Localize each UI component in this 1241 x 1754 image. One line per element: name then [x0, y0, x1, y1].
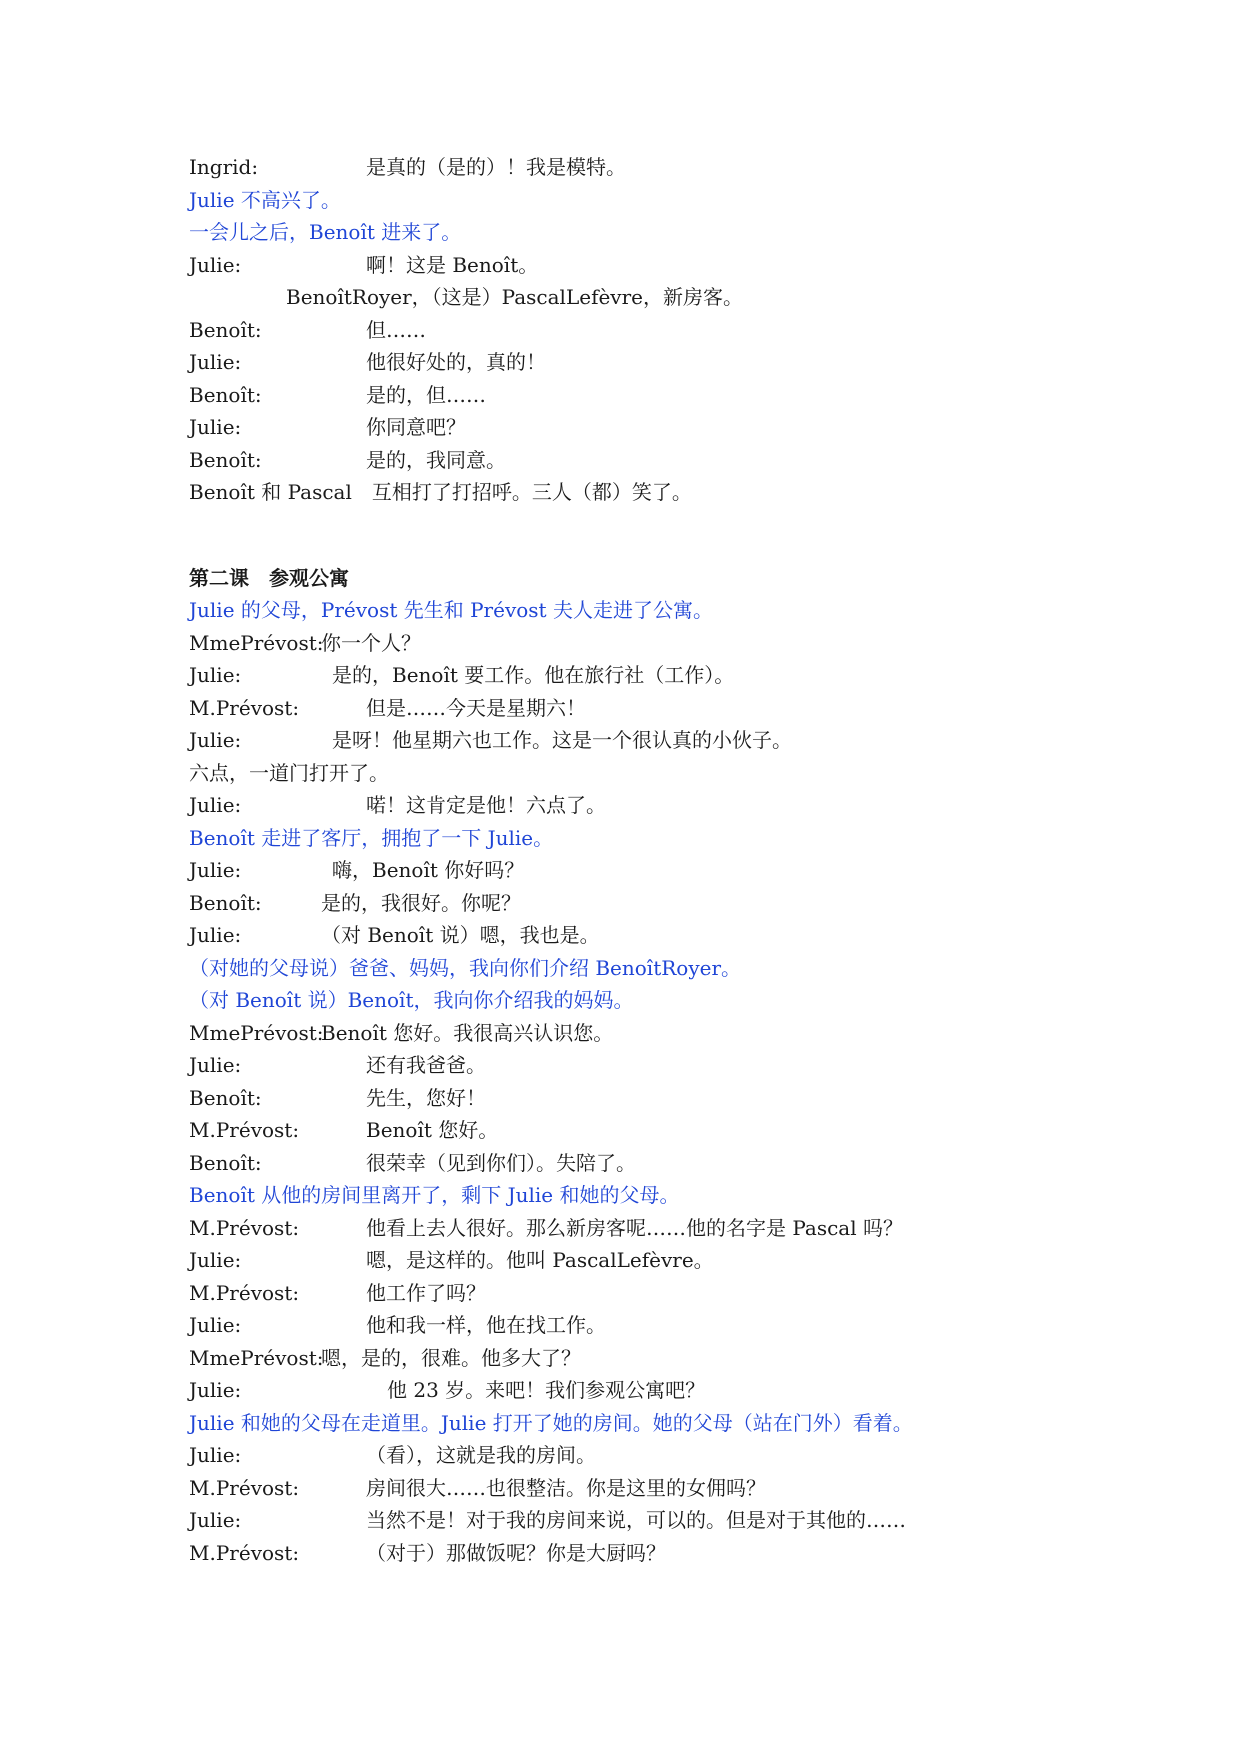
dialogue-line — [189, 919, 1089, 952]
dialogue-line — [189, 659, 1089, 692]
narration-plain-line: BenoîtRoyer，（这是）PascalLefèvre，新房客。 — [286, 285, 744, 309]
dialogue-text: 是呀！他星期六也工作。这是一个很认真的小伙子。 — [332, 728, 792, 752]
narration-line: Julie 不高兴了。 — [189, 187, 341, 212]
dialogue-line — [189, 249, 1089, 282]
speaker-name: M.Prévost: — [189, 1540, 300, 1565]
dialogue-text: Benoît 您好。我很高兴认识您。 — [321, 1020, 614, 1045]
dialogue-text — [189, 151, 1089, 1569]
dialogue-line — [189, 444, 1089, 477]
dialogue-text: 房间很大……也很整洁。你是这里的女佣吗？ — [366, 1475, 766, 1500]
dialogue-text: 很荣幸（见到你们）。失陪了。 — [366, 1150, 636, 1175]
dialogue-text: 还有我爸爸。 — [366, 1053, 486, 1077]
dialogue-line — [189, 1504, 1089, 1537]
dialogue-line — [189, 1277, 1089, 1310]
narration-plain-line: 六点，一道门打开了。 — [189, 760, 389, 785]
dialogue-line — [189, 1309, 1089, 1342]
section-spacer — [189, 509, 1089, 562]
narration-line: Julie 和她的父母在走道里。Julie 打开了她的房间。她的父母（站在门外）看着。 — [189, 1410, 913, 1435]
dialogue-text: 嗯，是这样的。他叫 PascalLefèvre。 — [366, 1248, 714, 1272]
dialogue-line — [189, 1374, 1089, 1407]
speaker-name: Ingrid: — [189, 155, 259, 179]
speaker-name: Julie: — [189, 1053, 242, 1077]
speaker-name: M.Prévost: — [189, 1215, 300, 1240]
dialogue-line — [189, 1212, 1089, 1245]
dialogue-line — [189, 1082, 1089, 1115]
speaker-name: Benoît: — [189, 382, 262, 407]
dialogue-line — [189, 1049, 1089, 1082]
dialogue-text: 是的，我很好。你呢？ — [321, 890, 521, 915]
dialogue-line — [189, 1342, 1089, 1375]
dialogue-text: 他工作了吗？ — [366, 1280, 486, 1305]
dialogue-text: 但…… — [366, 317, 426, 342]
dialogue-line — [189, 1017, 1089, 1050]
narration-line: Benoît 从他的房间里离开了，剩下 Julie 和她的父母。 — [189, 1183, 680, 1207]
dialogue-text: 是真的（是的）！我是模特。 — [366, 155, 626, 179]
dialogue-line — [189, 724, 1089, 757]
dialogue-line — [189, 1244, 1089, 1277]
speaker-name: Julie: — [189, 923, 242, 947]
narration-plain-line: Benoît 和 Pascal 互相打了打招呼。三人（都）笑了。 — [189, 480, 692, 504]
speaker-name: Benoît: — [189, 1150, 262, 1175]
narration-line: 一会儿之后，Benoît 进来了。 — [189, 220, 462, 244]
dialogue-line — [189, 854, 1089, 887]
dialogue-line — [189, 346, 1089, 379]
speaker-name: Benoît: — [189, 890, 262, 915]
narration-line: Benoît 走进了客厅，拥抱了一下 Julie。 — [189, 825, 554, 850]
lesson-heading: 第二课 参观公寓 — [189, 565, 349, 590]
dialogue-text: 他 23 岁。来吧！我们参观公寓吧？ — [387, 1378, 706, 1402]
narration-line: （对 Benoît 说）Benoît，我向你介绍我的妈妈。 — [189, 988, 634, 1012]
speaker-name: Julie: — [189, 1248, 242, 1272]
dialogue-text: 你同意吧？ — [366, 415, 466, 439]
dialogue-line — [189, 1114, 1089, 1147]
speaker-name: Benoît: — [189, 447, 262, 472]
dialogue-text: 是的，但…… — [366, 382, 486, 407]
dialogue-text: 他看上去人很好。那么新房客呢……他的名字是 Pascal 吗？ — [366, 1215, 903, 1240]
dialogue-text: 嗨，Benoît 你好吗？ — [332, 858, 525, 882]
dialogue-text: 啊！这是 Benoît。 — [366, 252, 539, 277]
dialogue-line — [189, 151, 1089, 184]
speaker-name: M.Prévost: — [189, 1118, 300, 1142]
speaker-name: Julie: — [189, 793, 242, 817]
speaker-name: Benoît: — [189, 317, 262, 342]
speaker-name: Julie: — [189, 1508, 242, 1532]
dialogue-text: 是的，我同意。 — [366, 447, 506, 472]
narration-line: （对她的父母说）爸爸、妈妈，我向你们介绍 BenoîtRoyer。 — [189, 955, 742, 980]
dialogue-text: 他很好处的，真的！ — [366, 350, 546, 374]
speaker-name: Julie: — [189, 415, 242, 439]
speaker-name: MmePrévost: — [189, 630, 324, 655]
dialogue-text: 喏！这肯定是他！六点了。 — [366, 793, 606, 817]
dialogue-text: 嗯，是的，很难。他多大了？ — [321, 1345, 581, 1370]
speaker-name: Julie: — [189, 1313, 242, 1337]
dialogue-text: （对于）那做饭呢？你是大厨吗？ — [366, 1540, 666, 1565]
speaker-name: M.Prévost: — [189, 1280, 300, 1305]
dialogue-text: （看），这就是我的房间。 — [366, 1443, 596, 1467]
dialogue-line — [189, 692, 1089, 725]
dialogue-text: 他和我一样，他在找工作。 — [366, 1313, 606, 1337]
dialogue-line — [189, 1439, 1089, 1472]
speaker-name: MmePrévost: — [189, 1020, 324, 1045]
dialogue-line — [189, 379, 1089, 412]
dialogue-line — [189, 887, 1089, 920]
speaker-name: Benoît: — [189, 1085, 262, 1110]
speaker-name: M.Prévost: — [189, 1475, 300, 1500]
speaker-name: Julie: — [189, 1378, 242, 1402]
dialogue-text: （对 Benoît 说）嗯，我也是。 — [321, 923, 600, 947]
speaker-name: Julie: — [189, 350, 242, 374]
dialogue-text: 你一个人？ — [321, 630, 421, 655]
speaker-name: Julie: — [189, 252, 242, 277]
dialogue-line — [189, 1537, 1089, 1570]
dialogue-line — [189, 314, 1089, 347]
speaker-name: M.Prévost: — [189, 695, 300, 720]
speaker-name: Julie: — [189, 858, 242, 882]
dialogue-text: 是的，Benoît 要工作。他在旅行社（工作）。 — [332, 663, 735, 687]
narration-line: Julie 的父母，Prévost 先生和 Prévost 夫人走进了公寓。 — [189, 598, 713, 622]
dialogue-text: 当然不是！对于我的房间来说，可以的。但是对于其他的…… — [366, 1508, 906, 1532]
dialogue-line — [189, 1147, 1089, 1180]
speaker-name: Julie: — [189, 728, 242, 752]
speaker-name: MmePrévost: — [189, 1345, 324, 1370]
dialogue-text: 先生，您好！ — [366, 1085, 486, 1110]
dialogue-line — [189, 627, 1089, 660]
dialogue-text: 但是……今天是星期六！ — [366, 695, 586, 720]
dialogue-line — [189, 411, 1089, 444]
speaker-name: Julie: — [189, 663, 242, 687]
dialogue-line — [189, 789, 1089, 822]
dialogue-line — [189, 1472, 1089, 1505]
dialogue-text: Benoît 您好。 — [366, 1118, 499, 1142]
speaker-name: Julie: — [189, 1443, 242, 1467]
